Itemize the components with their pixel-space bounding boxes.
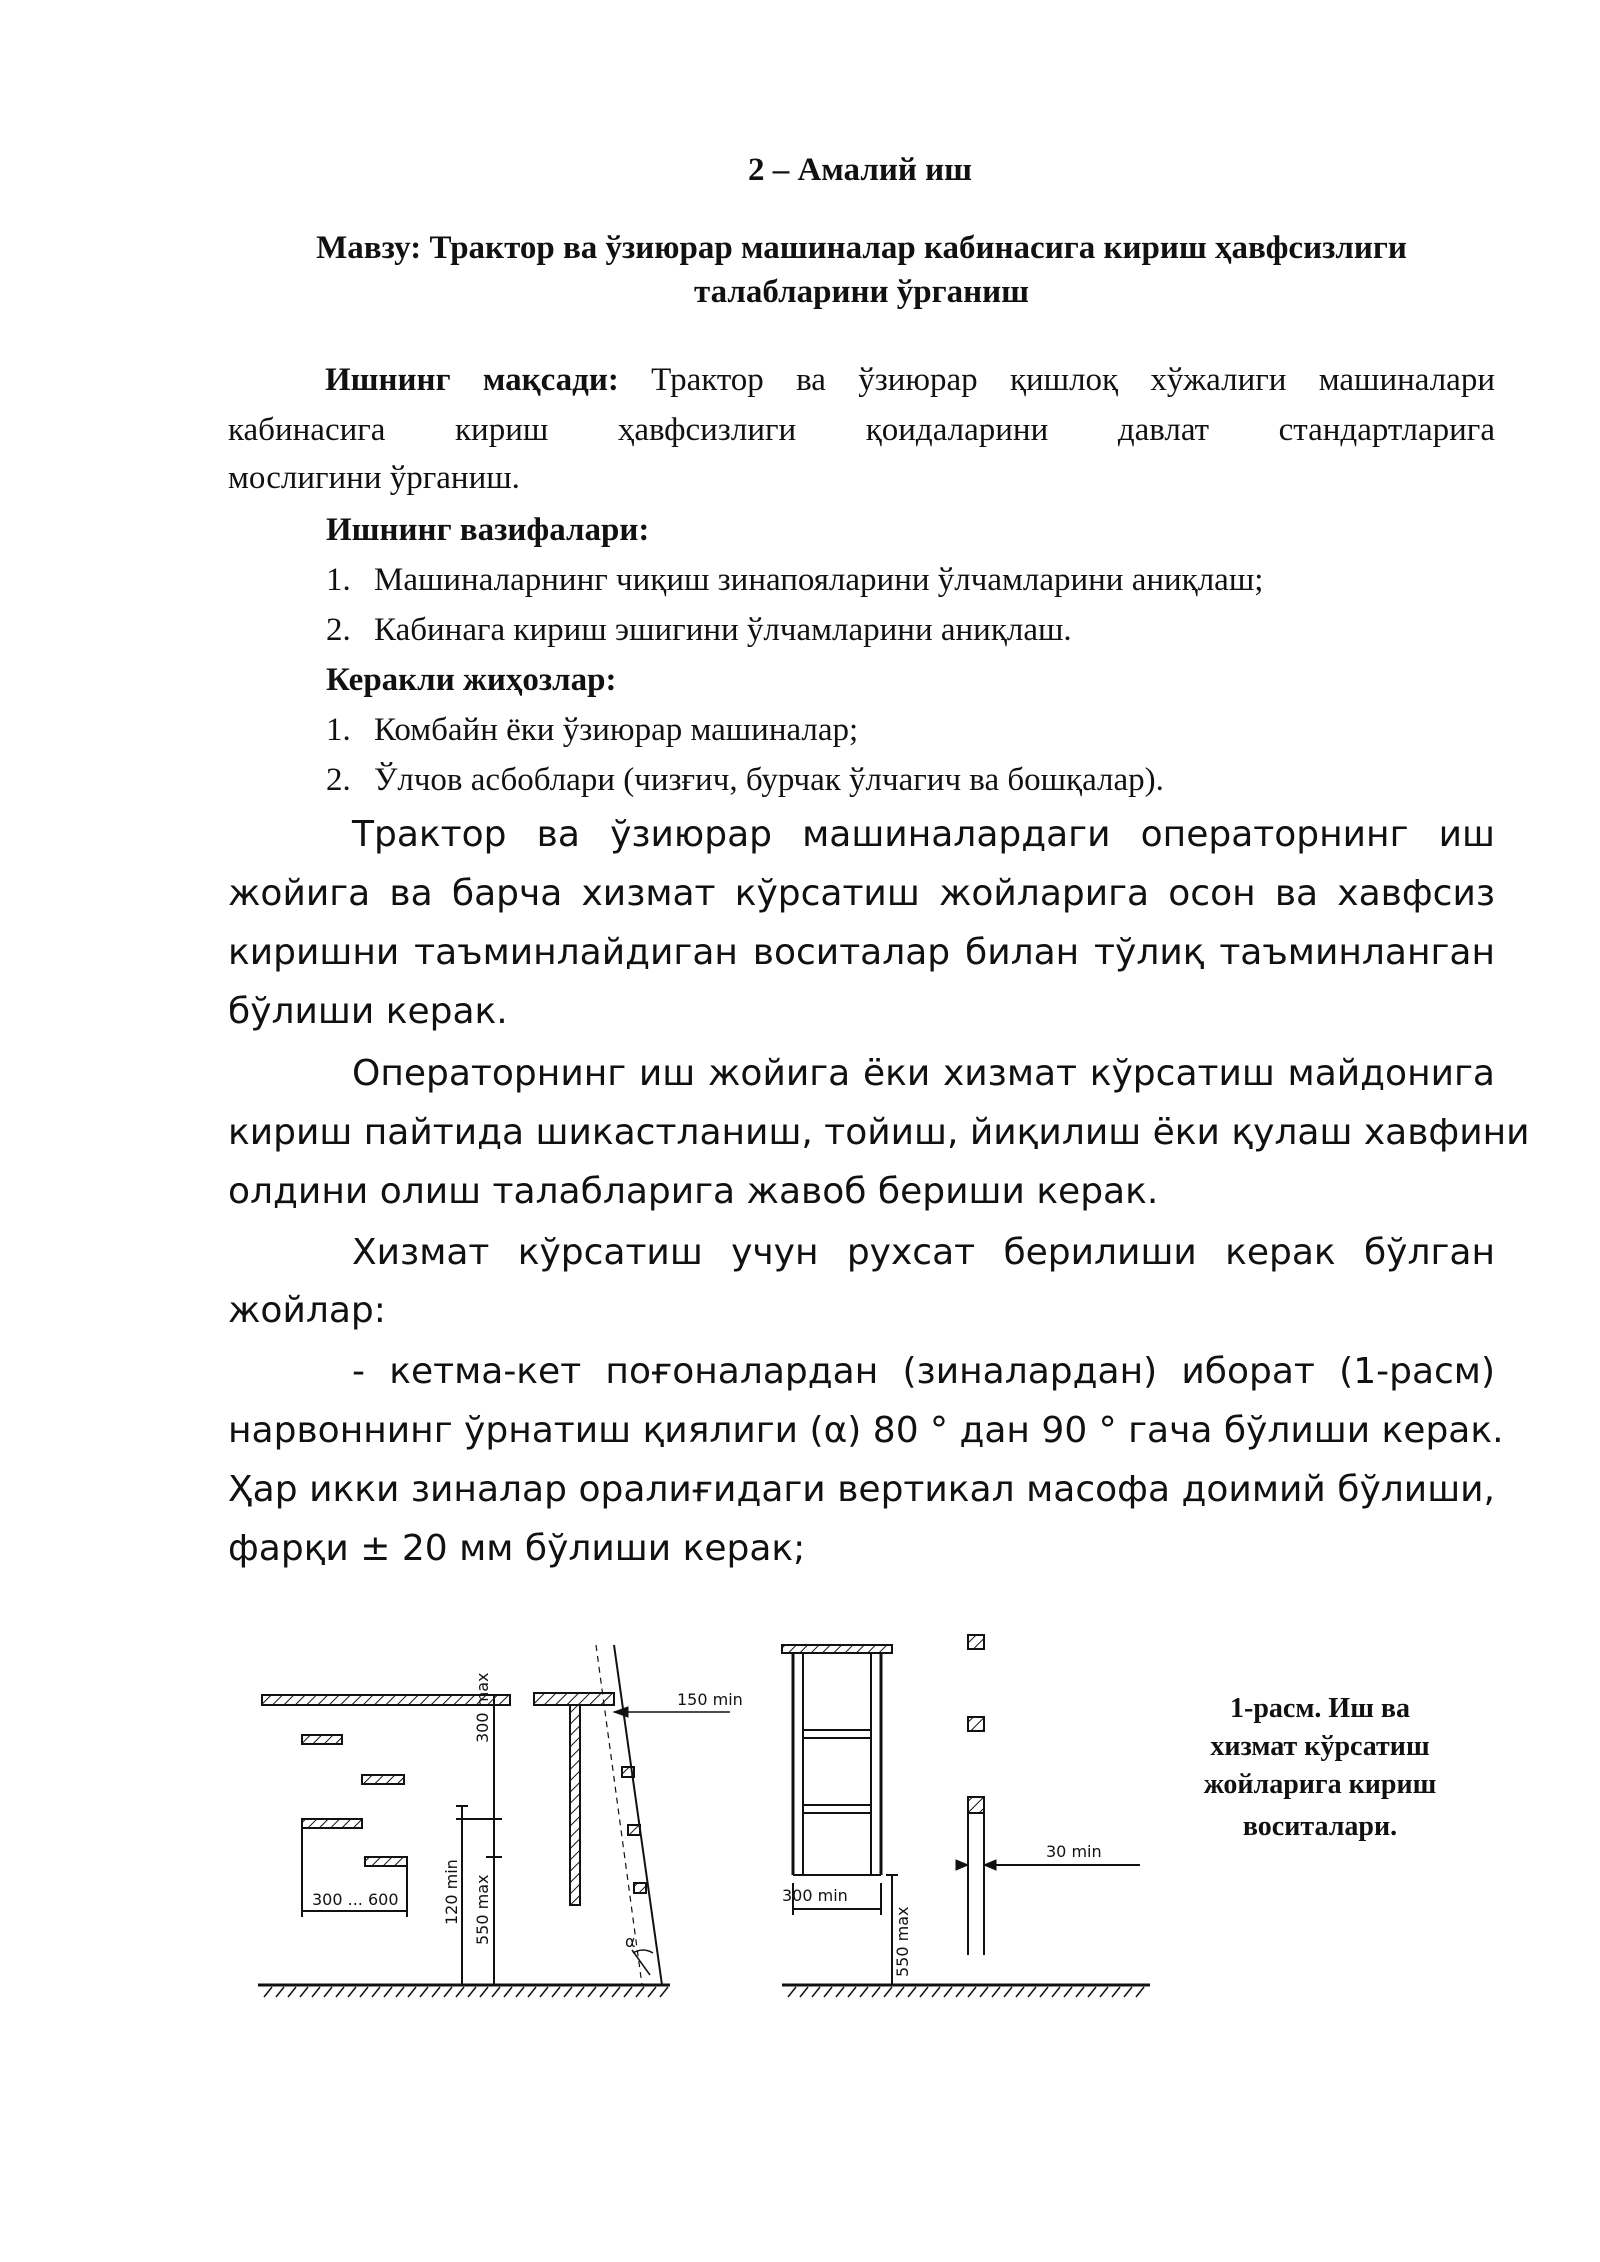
step-1 [302,1735,342,1744]
step-3 [302,1819,362,1828]
equipment-item-2 [326,762,1164,799]
p1-line-2: жойига ва барча хизмат кўрсатиш жойларига осон ва хавфсиз [228,873,1495,914]
page-title: 2 – Амалий иш [747,152,973,188]
ladder-top-plate [534,1693,614,1705]
p1-line-4: бўлиши керак. [228,991,508,1032]
step-4 [365,1857,407,1866]
dim-30min-label: 30 min [1046,1842,1102,1861]
task-num-1: 1. [326,562,351,598]
vertical-ladder-frame [782,1645,892,1653]
dim-300-600-label: 300 ... 600 [312,1890,399,1909]
foothold-1 [968,1635,984,1649]
dim-550max-a-label: 550 max [473,1874,492,1945]
task-num-2: 2. [326,612,351,648]
p3-line-1: Хизмат кўрсатиш учун рухсат берилиши керак бўлган [352,1232,1495,1273]
ladder-post [570,1705,580,1905]
dim-120min-label: 120 min [442,1859,461,1925]
topic-line-2: талабларини ўрганиш [694,274,1029,310]
equipment-num-1: 1. [326,712,351,748]
equipment-label: Керакли жиҳозлар: [326,662,617,698]
task-text-1: Машиналарнинг чиқиш зинапояларини ўлчамларини аниқлаш; [374,562,1264,598]
equipment-text-2: Ўлчов асбоблари (чизғич, бурчак ўлчагич ва бошқалар). [374,762,1164,798]
ladder-rung-2 [628,1825,640,1835]
goal-line-3: мослигини ўрганиш. [228,460,520,496]
access-means-figure [250,1625,1150,2015]
task-item-2 [326,612,1072,649]
task-item-1 [326,562,1263,599]
step-2 [362,1775,404,1784]
equipment-text-1: Комбайн ёки ўзиюрар машиналар; [374,712,859,748]
ladder-rung-3 [634,1883,646,1893]
dim-150min-label: 150 min [677,1690,743,1709]
caption-line-4: воситалари. [1242,1811,1398,1842]
alpha-label: α [625,1932,636,1951]
tasks-label: Ишнинг вазифалари: [326,512,650,548]
caption-line-3: жойларига кириш [1203,1769,1437,1800]
equipment-item-1 [326,712,858,749]
caption-line-1: 1-расм. Иш ва [1230,1693,1410,1724]
dim-300min-label: 300 min [782,1886,848,1905]
p1-line-1: Трактор ва ўзиюрар машиналардаги операторнинг иш [352,814,1495,855]
goal-line-2: кабинасига кириш ҳавфсизлиги қоидаларини давлат стандартларига [228,412,1495,448]
p2-line-3: олдини олиш талабларига жавоб бериши керак. [228,1171,1159,1212]
dim-300max-label: 300 max [473,1672,492,1743]
p2-line-1: Операторнинг иш жойига ёки хизмат кўрсатиш майдонига [352,1053,1495,1094]
caption-line-2: хизмат кўрсатиш [1210,1731,1430,1762]
ladder-rung-1 [622,1767,634,1777]
p3-line-2: жойлар: [228,1290,386,1331]
p2-line-2: кириш пайтида шикастланиш, тойиш, йиқилиш ёки қулаш хавфини [228,1112,1530,1153]
p4-line-3: Ҳар икки зиналар оралиғидаги вертикал масофа доимий бўлиши, [228,1469,1495,1510]
foothold-2 [968,1717,984,1731]
goal-line-1 [228,362,1495,399]
p4-line-4: фарқи ± 20 мм бўлиши керак; [228,1528,806,1569]
figure-caption [1155,1690,1485,1846]
topic-heading [228,226,1495,314]
task-text-2: Кабинага кириш эшигини ўлчамларини аниқлаш. [374,612,1072,648]
goal-text: Трактор ва ўзиюрар қишлоқ хўжалиги машиналари [618,362,1495,398]
dim-550max-b-label: 550 max [893,1906,912,1977]
equipment-num-2: 2. [326,762,351,798]
p4-line-2: нарвоннинг ўрнатиш қиялиги (α) 80 ° дан 90 ° гача бўлиши керак. [228,1410,1504,1451]
foothold-3 [968,1797,984,1813]
p4-line-1: - кетма-кет поғоналардан (зиналардан) иборат (1-расм) [352,1351,1495,1392]
topic-line-1: Мавзу: Трактор ва ўзиюрар машиналар кабинасига кириш ҳавфсизлиги [316,230,1407,266]
p1-line-3: киришни таъминлайдиган воситалар билан тўлиқ таъминланган [228,932,1495,973]
goal-label: Ишнинг мақсади: [325,362,619,398]
